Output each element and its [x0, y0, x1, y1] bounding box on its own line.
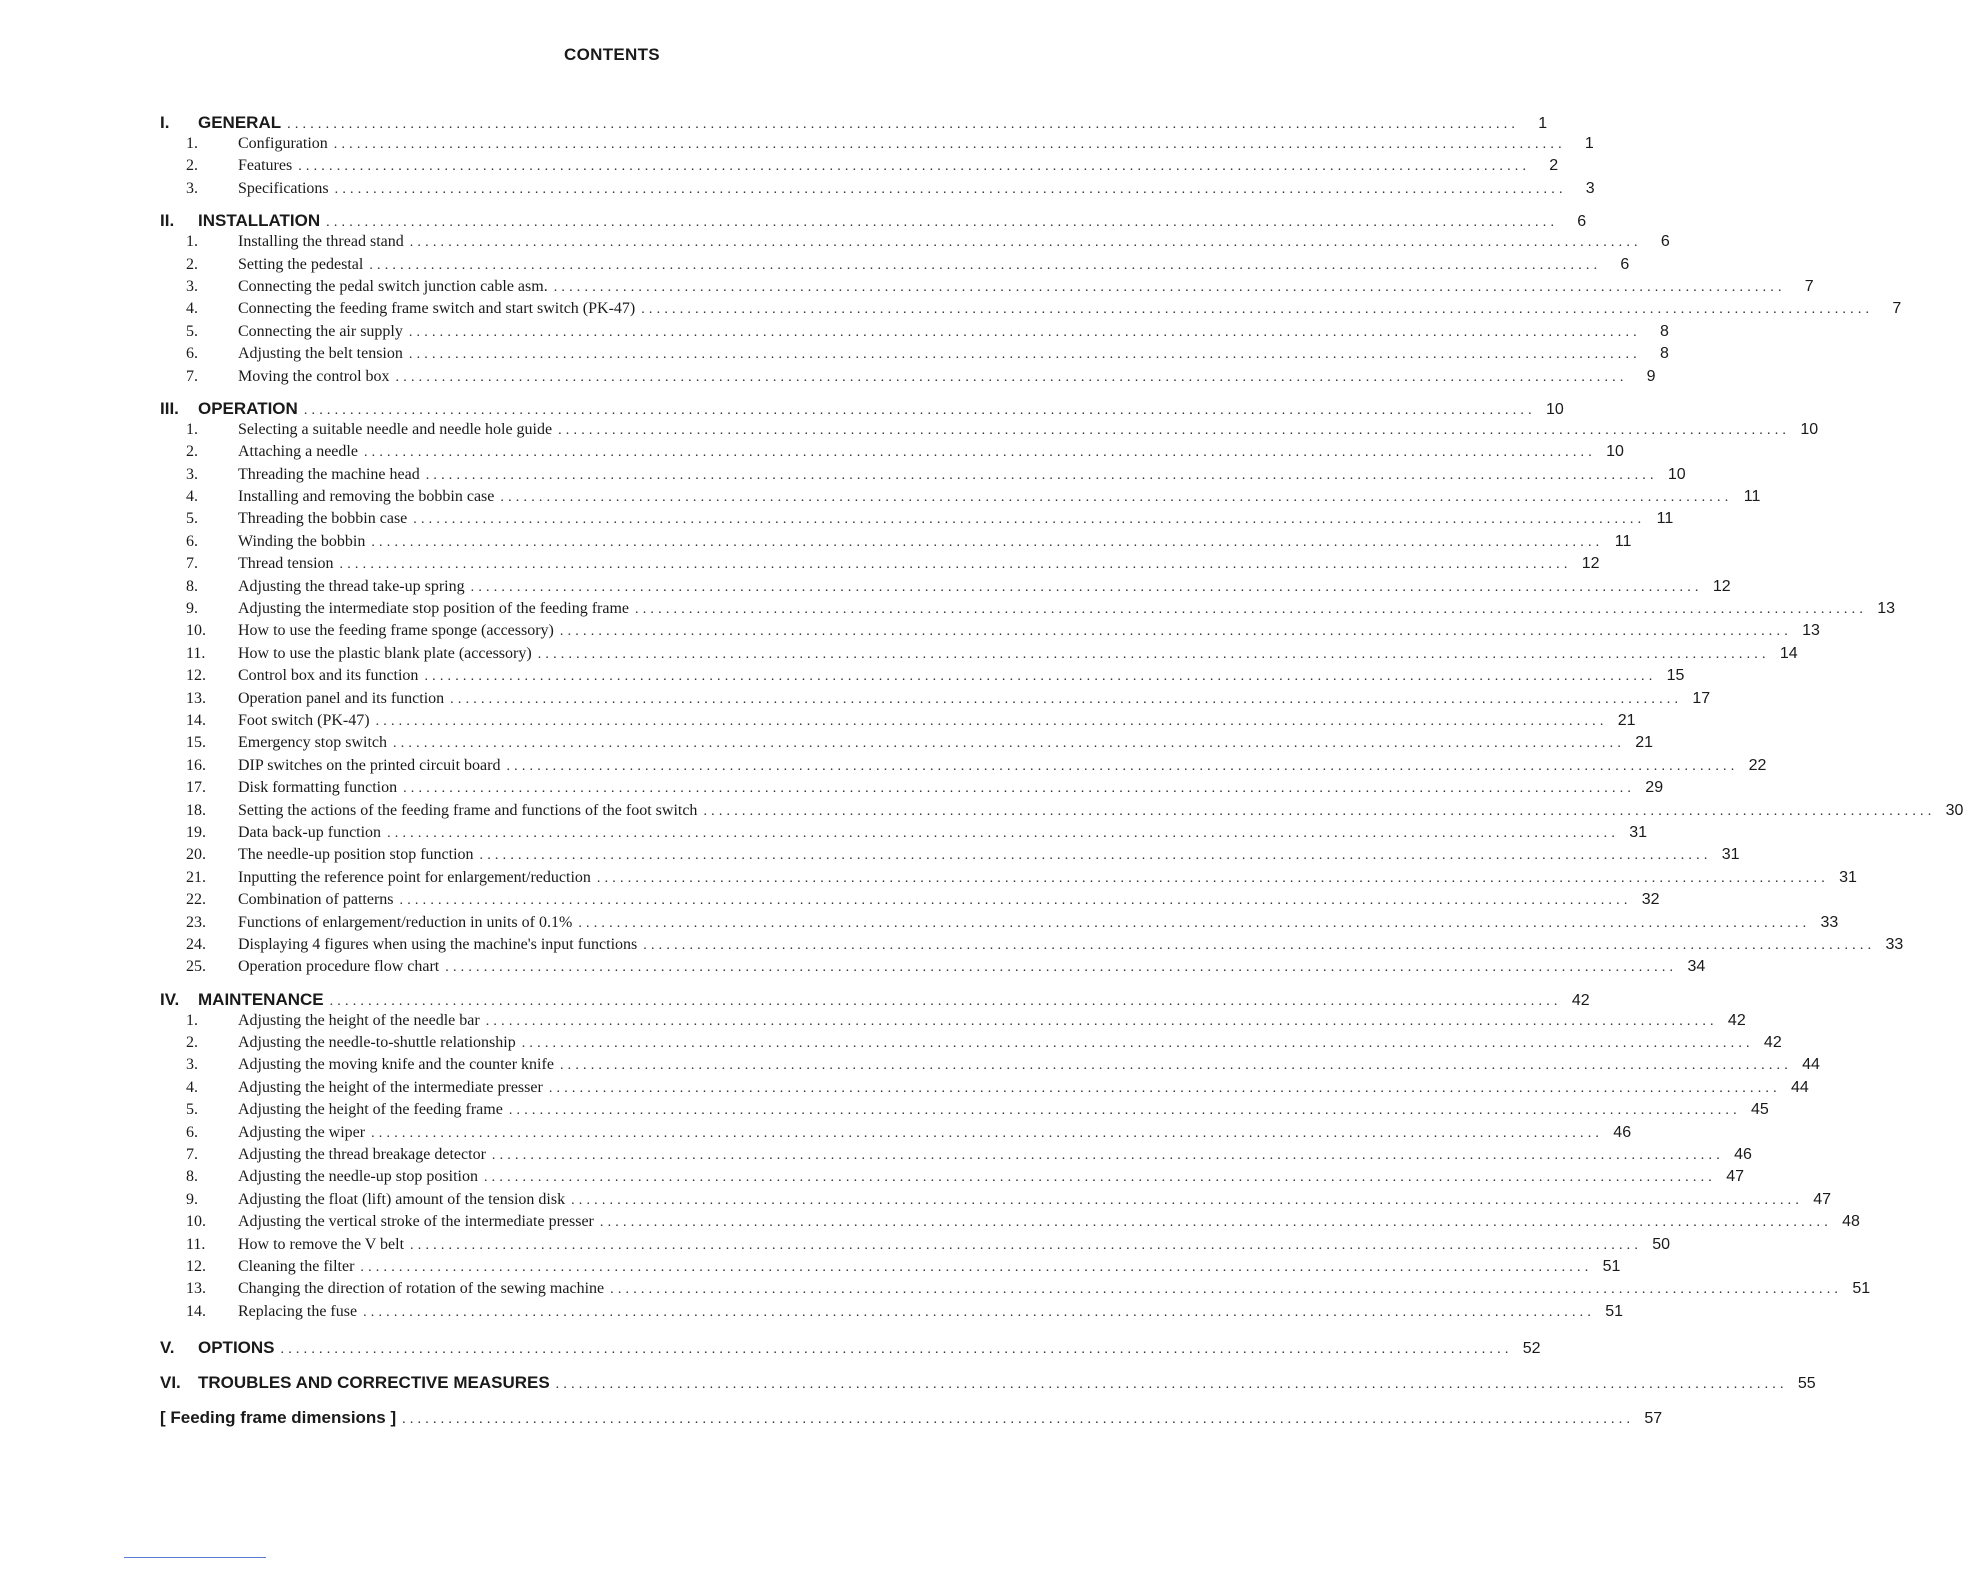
page-number: 21 — [1617, 711, 1636, 729]
page-number: 3 — [1585, 179, 1595, 197]
page-number: 33 — [1820, 913, 1839, 931]
entry-number: 15. — [186, 734, 206, 752]
entry-title: Setting the actions of the feeding frame and functions of the foot switch — [238, 801, 698, 819]
section-title: TROUBLES AND CORRECTIVE MEASURES — [198, 1373, 550, 1393]
entry-title: Adjusting the height of the needle bar — [238, 1011, 480, 1029]
dot-leader: ................................................................................................................................................................ — [303, 402, 1536, 418]
dot-leader: ................................................................................................................................................................ — [479, 848, 1712, 864]
entry-number: 10. — [186, 1213, 206, 1231]
entry-title: Installing the thread stand — [238, 233, 404, 251]
entry-title: Adjusting the wiper — [238, 1123, 366, 1141]
entry-title: Adjusting the thread breakage detector — [238, 1146, 486, 1164]
dot-leader: ................................................................................................................................................................ — [298, 159, 1531, 175]
dot-leader: ................................................................................................................................................................ — [643, 937, 1876, 953]
dot-leader: ................................................................................................................................................................ — [548, 1080, 1781, 1096]
toc-entry[interactable] — [160, 555, 1600, 577]
toc-entry[interactable] — [160, 300, 1902, 322]
entry-number: 5. — [186, 510, 198, 528]
entry-title: The needle-up position stop function — [238, 846, 474, 864]
entry-number: 18. — [186, 801, 206, 819]
entry-number: 12. — [186, 667, 206, 685]
entry-number: 8. — [186, 577, 198, 595]
page-number: 10 — [1667, 465, 1686, 483]
toc-section-heading[interactable] — [160, 113, 1548, 135]
entry-number: 4. — [186, 300, 198, 318]
dot-leader: ................................................................................................................................................................ — [559, 624, 1792, 640]
footer-rule — [124, 1557, 266, 1558]
toc-entry[interactable] — [160, 1056, 1820, 1078]
page-number: 32 — [1641, 891, 1660, 909]
entry-title: Adjusting the height of the feeding frame — [238, 1101, 503, 1119]
entry-number: 3. — [186, 277, 198, 295]
page-number: 55 — [1797, 1375, 1816, 1393]
entry-title: Thread tension — [238, 555, 334, 573]
section-number: I. — [160, 113, 170, 132]
entry-number: 3. — [186, 1056, 198, 1074]
entry-number: 12. — [186, 1257, 206, 1275]
toc-section-heading[interactable] — [160, 1338, 1541, 1360]
section-title: MAINTENANCE — [198, 989, 324, 1009]
entry-number: 6. — [186, 345, 198, 363]
toc-entry[interactable] — [160, 1168, 1744, 1190]
entry-title: Winding the bobbin — [238, 532, 366, 550]
dot-leader: ................................................................................................................................................................ — [425, 467, 1658, 483]
toc-entry[interactable] — [160, 179, 1595, 202]
page-number: 31 — [1721, 846, 1740, 864]
toc-entry[interactable] — [160, 711, 1636, 734]
dot-leader: ................................................................................................................................................................ — [610, 1282, 1843, 1298]
dot-leader: ................................................................................................................................................................ — [375, 713, 1608, 729]
dot-leader: ................................................................................................................................................................ — [409, 235, 1642, 251]
entry-number: 3. — [186, 179, 198, 197]
entry-title: Selecting a suitable needle and needle hole guide — [238, 420, 553, 438]
page-number: 46 — [1613, 1123, 1632, 1141]
page-number: 34 — [1687, 958, 1706, 976]
entry-title: Setting the pedestal — [238, 255, 364, 273]
page-number: 45 — [1751, 1101, 1769, 1119]
toc-entry[interactable] — [160, 891, 1660, 913]
entry-number: 7. — [186, 1146, 198, 1164]
entry-title: Specifications — [238, 179, 329, 197]
dot-leader: ................................................................................................................................................................ — [363, 1304, 1596, 1320]
entry-title: Operation procedure flow chart — [238, 958, 440, 976]
entry-number: 13. — [186, 689, 206, 707]
entry-title: Changing the direction of rotation of the sewing machine — [238, 1280, 605, 1298]
toc-entry[interactable] — [160, 756, 1767, 779]
dot-leader: ................................................................................................................................................................ — [410, 1237, 1643, 1253]
toc-section — [160, 211, 1902, 390]
entry-title: Adjusting the needle-up stop position — [238, 1168, 478, 1186]
entry-title: Threading the machine head — [238, 465, 420, 483]
entry-number: 1. — [186, 420, 198, 438]
entry-title: Adjusting the thread take-up spring — [238, 577, 465, 595]
toc-entry[interactable] — [160, 622, 1820, 644]
toc-entry[interactable] — [160, 667, 1685, 689]
page-number: 13 — [1802, 622, 1820, 640]
entry-title: Combination of patterns — [238, 891, 394, 909]
toc-entry[interactable] — [160, 958, 1706, 980]
toc-entry[interactable] — [160, 322, 1669, 345]
entry-number: 14. — [186, 1302, 206, 1320]
entry-title: Adjusting the vertical stroke of the intermediate presser — [238, 1213, 594, 1231]
entry-title: Adjusting the intermediate stop position of the feeding frame — [238, 600, 630, 618]
dot-leader: ................................................................................................................................................................ — [491, 1148, 1724, 1164]
dot-leader: ................................................................................................................................................................ — [553, 279, 1786, 295]
dot-leader: ................................................................................................................................................................ — [369, 257, 1602, 273]
dot-leader: ................................................................................................................................................................ — [413, 512, 1646, 528]
toc-section — [160, 113, 1595, 202]
toc-entry[interactable] — [160, 1123, 1632, 1146]
entry-title: Attaching a needle — [238, 443, 358, 461]
toc-entry[interactable] — [160, 644, 1798, 667]
dot-leader: ................................................................................................................................................................ — [445, 960, 1678, 976]
page-number: 8 — [1659, 345, 1669, 363]
page-number: 42 — [1571, 991, 1590, 1009]
toc-entry[interactable] — [160, 1078, 1809, 1101]
entry-number: 2. — [186, 157, 198, 175]
entry-title: Adjusting the float (lift) amount of the tension disk — [238, 1190, 566, 1208]
entry-title: Connecting the pedal switch junction cable asm. — [238, 277, 548, 295]
entry-title: Threading the bobbin case — [238, 510, 408, 528]
toc-entry[interactable] — [160, 157, 1559, 179]
dot-leader: ................................................................................................................................................................ — [371, 534, 1604, 550]
page-number: 31 — [1839, 868, 1857, 886]
entry-number: 9. — [186, 600, 198, 618]
entry-number: 20. — [186, 846, 206, 864]
page-number: 22 — [1748, 756, 1767, 774]
entry-title: Control box and its function — [238, 667, 419, 685]
entry-title: Replacing the fuse — [238, 1302, 358, 1320]
toc-entry[interactable] — [160, 913, 1839, 936]
page-number: 7 — [1892, 300, 1902, 318]
section-title: OPERATION — [198, 398, 298, 418]
section-number: V. — [160, 1338, 175, 1358]
toc-entry[interactable] — [160, 600, 1896, 622]
page-number: 33 — [1885, 935, 1904, 953]
entry-number: 1. — [186, 233, 198, 251]
entry-number: 5. — [186, 322, 198, 340]
page-number: 11 — [1656, 510, 1674, 528]
page-number: 17 — [1692, 689, 1711, 707]
page-number: 47 — [1726, 1168, 1744, 1186]
page-number: 6 — [1620, 255, 1630, 273]
entry-number: 23. — [186, 913, 206, 931]
entry-number: 22. — [186, 891, 206, 909]
entry-title: Connecting the feeding frame switch and start switch (PK-47) — [238, 300, 636, 318]
entry-number: 2. — [186, 255, 198, 273]
page-number: 42 — [1727, 1011, 1746, 1029]
section-number: II. — [160, 211, 175, 231]
dot-leader: ................................................................................................................................................................ — [559, 1058, 1792, 1074]
entry-title: Operation panel and its function — [238, 689, 445, 707]
page-number: 11 — [1743, 488, 1761, 506]
entry-title: Features — [238, 157, 293, 175]
entry-title: Adjusting the belt tension — [238, 345, 403, 363]
dot-leader: ................................................................................................................................................................ — [450, 691, 1683, 707]
page-number: 9 — [1646, 367, 1656, 385]
dot-leader: ................................................................................................................................................................ — [326, 215, 1559, 231]
page-number: 42 — [1763, 1034, 1782, 1052]
toc-entry[interactable] — [160, 779, 1664, 801]
toc-section-heading[interactable] — [160, 211, 1587, 233]
entry-number: 6. — [186, 532, 198, 550]
dot-leader: ................................................................................................................................................................ — [635, 602, 1868, 618]
toc-entry[interactable] — [160, 1101, 1769, 1123]
page-number: 30 — [1945, 801, 1963, 819]
entry-title: How to use the plastic blank plate (accessory) — [238, 644, 532, 662]
page-number: 6 — [1577, 213, 1587, 231]
dot-leader: ................................................................................................................................................................ — [393, 736, 1626, 752]
entry-number: 4. — [186, 1078, 198, 1096]
table-of-contents — [160, 113, 1963, 1430]
page-number: 6 — [1660, 233, 1670, 251]
toc-entry[interactable] — [160, 577, 1731, 600]
entry-number: 7. — [186, 367, 198, 385]
page-number: 8 — [1659, 322, 1669, 340]
toc-entry[interactable] — [160, 420, 1819, 443]
toc-section — [160, 398, 1963, 981]
toc-entry[interactable] — [160, 345, 1669, 367]
page-number: 7 — [1804, 277, 1814, 295]
toc-entry[interactable] — [160, 532, 1632, 555]
dot-leader: ................................................................................................................................................................ — [470, 579, 1703, 595]
entry-title: Emergency stop switch — [238, 734, 388, 752]
page-number: 48 — [1842, 1213, 1860, 1231]
toc-entry[interactable] — [160, 233, 1670, 255]
page-number: 57 — [1644, 1410, 1663, 1428]
toc-section-heading[interactable] — [160, 1408, 1663, 1430]
toc-entry[interactable] — [160, 1213, 1860, 1235]
dot-leader: ................................................................................................................................................................ — [363, 445, 1596, 461]
toc-section — [160, 1408, 1663, 1430]
page-title: CONTENTS — [564, 45, 660, 64]
entry-number: 21. — [186, 868, 206, 886]
toc-entry[interactable] — [160, 935, 1904, 958]
dot-leader: ................................................................................................................................................................ — [408, 324, 1641, 340]
dot-leader: ................................................................................................................................................................ — [280, 1342, 1513, 1358]
entry-number: 16. — [186, 756, 206, 774]
entry-title: Inputting the reference point for enlargement/reduction — [238, 868, 591, 886]
page-number: 10 — [1546, 400, 1564, 418]
entry-title: Displaying 4 figures when using the machine's input functions — [238, 935, 638, 953]
toc-entry[interactable] — [160, 135, 1594, 157]
dot-leader: ................................................................................................................................................................ — [403, 781, 1636, 797]
entry-number: 11. — [186, 1235, 206, 1253]
section-number: III. — [160, 398, 179, 418]
toc-entry[interactable] — [160, 1235, 1671, 1258]
page-number: 44 — [1791, 1078, 1809, 1096]
page-number: 50 — [1652, 1235, 1671, 1253]
entry-number: 7. — [186, 555, 198, 573]
toc-section-heading[interactable] — [160, 398, 1564, 421]
section-title: [ Feeding frame dimensions ] — [160, 1408, 397, 1428]
dot-leader: ................................................................................................................................................................ — [399, 893, 1632, 909]
toc-entry[interactable] — [160, 443, 1624, 465]
page-number: 10 — [1606, 443, 1624, 461]
entry-title: Data back-up function — [238, 823, 382, 841]
dot-leader: ................................................................................................................................................................ — [360, 1259, 1593, 1275]
dot-leader: ................................................................................................................................................................ — [558, 422, 1791, 438]
page-number: 11 — [1614, 532, 1632, 550]
dot-leader: ................................................................................................................................................................ — [571, 1192, 1804, 1208]
toc-section — [160, 1373, 1816, 1395]
entry-number: 14. — [186, 711, 206, 729]
entry-title: Adjusting the moving knife and the counter knife — [238, 1056, 554, 1074]
toc-entry[interactable] — [160, 1011, 1746, 1034]
dot-leader: ................................................................................................................................................................ — [371, 1125, 1604, 1141]
entry-number: 19. — [186, 823, 206, 841]
entry-number: 1. — [186, 1011, 198, 1029]
entry-number: 11. — [186, 644, 206, 662]
page-number: 12 — [1581, 555, 1600, 573]
toc-entry[interactable] — [160, 734, 1654, 756]
dot-leader: ................................................................................................................................................................ — [508, 1103, 1741, 1119]
page-number: 47 — [1813, 1190, 1832, 1208]
entry-number: 1. — [186, 135, 198, 152]
page-number: 29 — [1645, 779, 1664, 797]
entry-title: Disk formatting function — [238, 779, 398, 797]
page-number: 51 — [1605, 1302, 1624, 1320]
entry-title: DIP switches on the printed circuit board — [238, 756, 501, 774]
dot-leader: ................................................................................................................................................................ — [599, 1215, 1832, 1231]
dot-leader: ................................................................................................................................................................ — [703, 803, 1936, 819]
toc-entry[interactable] — [160, 1302, 1624, 1325]
entry-number: 17. — [186, 779, 206, 797]
toc-entry[interactable] — [160, 868, 1857, 891]
dot-leader: ................................................................................................................................................................ — [329, 993, 1562, 1009]
entry-number: 24. — [186, 935, 206, 953]
page-number: 2 — [1549, 157, 1559, 175]
toc-entry[interactable] — [160, 823, 1648, 846]
toc-section — [160, 1338, 1541, 1360]
dot-leader: ................................................................................................................................................................ — [537, 646, 1770, 662]
dot-leader: ................................................................................................................................................................ — [500, 490, 1733, 506]
entry-number: 6. — [186, 1123, 198, 1141]
page-number: 10 — [1800, 420, 1819, 438]
entry-number: 3. — [186, 465, 198, 483]
toc-entry[interactable] — [160, 510, 1674, 532]
section-number: VI. — [160, 1373, 181, 1393]
entry-number: 9. — [186, 1190, 198, 1208]
dot-leader: ................................................................................................................................................................ — [485, 1013, 1718, 1029]
dot-leader: ................................................................................................................................................................ — [333, 137, 1566, 152]
dot-leader: ................................................................................................................................................................ — [395, 369, 1628, 385]
toc-entry[interactable] — [160, 277, 1814, 300]
entry-number: 10. — [186, 622, 206, 640]
dot-leader: ................................................................................................................................................................ — [408, 347, 1641, 363]
entry-title: How to use the feeding frame sponge (accessory) — [238, 622, 554, 640]
page-number: 1 — [1584, 135, 1594, 152]
toc-section — [160, 989, 1871, 1325]
toc-section-heading[interactable] — [160, 1373, 1816, 1395]
entry-title: Connecting the air supply — [238, 322, 403, 340]
toc-entry[interactable] — [160, 367, 1656, 390]
page-number: 14 — [1779, 644, 1798, 662]
toc-entry[interactable] — [160, 1034, 1782, 1056]
entry-number: 2. — [186, 443, 198, 461]
entry-number: 25. — [186, 958, 206, 976]
page-number: 1 — [1538, 115, 1548, 132]
toc-entry[interactable] — [160, 465, 1686, 488]
entry-title: Adjusting the height of the intermediate presser — [238, 1078, 543, 1096]
entry-title: Moving the control box — [238, 367, 390, 385]
dot-leader: ................................................................................................................................................................ — [387, 825, 1620, 841]
dot-leader: ................................................................................................................................................................ — [578, 915, 1811, 931]
dot-leader: ................................................................................................................................................................ — [483, 1170, 1716, 1186]
dot-leader: ................................................................................................................................................................ — [506, 758, 1739, 774]
dot-leader: ................................................................................................................................................................ — [555, 1377, 1788, 1393]
page-number: 31 — [1629, 823, 1648, 841]
entry-title: Installing and removing the bobbin case — [238, 488, 495, 506]
entry-number: 4. — [186, 488, 198, 506]
entry-title: Configuration — [238, 135, 328, 152]
dot-leader: ................................................................................................................................................................ — [424, 669, 1657, 685]
toc-entry[interactable] — [160, 846, 1740, 868]
entry-number: 13. — [186, 1280, 206, 1298]
dot-leader: ................................................................................................................................................................ — [402, 1412, 1635, 1428]
page-number: 21 — [1635, 734, 1654, 752]
dot-leader: ................................................................................................................................................................ — [596, 870, 1829, 886]
toc-entry[interactable] — [160, 1190, 1832, 1213]
dot-leader: ................................................................................................................................................................ — [339, 557, 1572, 573]
entry-number: 5. — [186, 1101, 198, 1119]
entry-title: Foot switch (PK-47) — [238, 711, 370, 729]
dot-leader: ................................................................................................................................................................ — [287, 117, 1520, 132]
section-number: IV. — [160, 989, 180, 1009]
section-title: INSTALLATION — [198, 211, 321, 231]
toc-entry[interactable] — [160, 801, 1963, 824]
page-number: 46 — [1734, 1146, 1752, 1164]
page-number: 51 — [1602, 1257, 1621, 1275]
page-number: 13 — [1877, 600, 1896, 618]
entry-title: How to remove the V belt — [238, 1235, 405, 1253]
toc-section-heading[interactable] — [160, 989, 1590, 1012]
section-title: OPTIONS — [198, 1338, 275, 1358]
section-title: GENERAL — [198, 113, 282, 132]
page-number: 12 — [1712, 577, 1731, 595]
toc-entry[interactable] — [160, 488, 1761, 510]
page-number: 52 — [1522, 1340, 1541, 1358]
toc-entry[interactable] — [160, 689, 1711, 712]
entry-title: Adjusting the needle-to-shuttle relationship — [238, 1034, 516, 1052]
dot-leader: ................................................................................................................................................................ — [334, 181, 1567, 197]
toc-entry[interactable] — [160, 1257, 1621, 1280]
entry-number: 2. — [186, 1034, 198, 1052]
toc-entry[interactable] — [160, 255, 1630, 278]
page-number: 51 — [1852, 1280, 1871, 1298]
toc-entry[interactable] — [160, 1146, 1752, 1168]
dot-leader: ................................................................................................................................................................ — [641, 302, 1874, 318]
entry-number: 8. — [186, 1168, 198, 1186]
toc-entry[interactable] — [160, 1280, 1871, 1302]
entry-title: Functions of enlargement/reduction in units of 0.1% — [238, 913, 573, 931]
page-number: 44 — [1802, 1056, 1820, 1074]
entry-title: Cleaning the filter — [238, 1257, 355, 1275]
page-number: 15 — [1666, 667, 1685, 685]
dot-leader: ................................................................................................................................................................ — [521, 1036, 1754, 1052]
